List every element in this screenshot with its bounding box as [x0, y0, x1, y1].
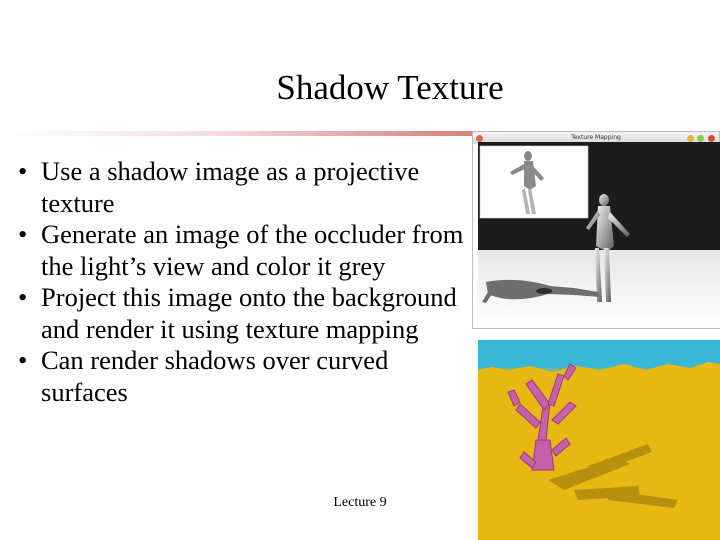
bullet-item: [18, 156, 473, 219]
bullet-item: [18, 282, 473, 345]
minimize-icon: [687, 135, 694, 142]
bullet-item: [18, 219, 473, 282]
bullet-glyph: •: [18, 345, 28, 375]
shadow-render-image: [478, 142, 720, 328]
window-menu-icon: [476, 135, 483, 142]
coral-render: [478, 340, 720, 540]
maximize-icon: [697, 135, 704, 142]
bullet-text: Use a shadow image as a projective texture: [41, 156, 420, 218]
bullet-item: [18, 345, 473, 408]
bullet-glyph: •: [18, 282, 28, 312]
window-title: Texture Mapping: [571, 134, 621, 141]
bullet-text: Project this image onto the background and render it using texture mapping: [41, 282, 457, 344]
slide-footer: Lecture 9: [333, 495, 387, 510]
bullet-glyph: •: [18, 156, 28, 186]
shadow-render-view: [478, 142, 720, 328]
bullet-text: Generate an image of the occluder from the light’s view and color it grey: [41, 219, 464, 281]
bullet-list: [18, 156, 473, 408]
bullet-glyph: •: [18, 219, 28, 249]
coral-shadow-image: [478, 340, 720, 540]
slide-title: Shadow Texture: [276, 68, 504, 107]
close-icon: [708, 135, 715, 142]
bullet-text: Can render shadows over curved surfaces: [41, 345, 389, 407]
